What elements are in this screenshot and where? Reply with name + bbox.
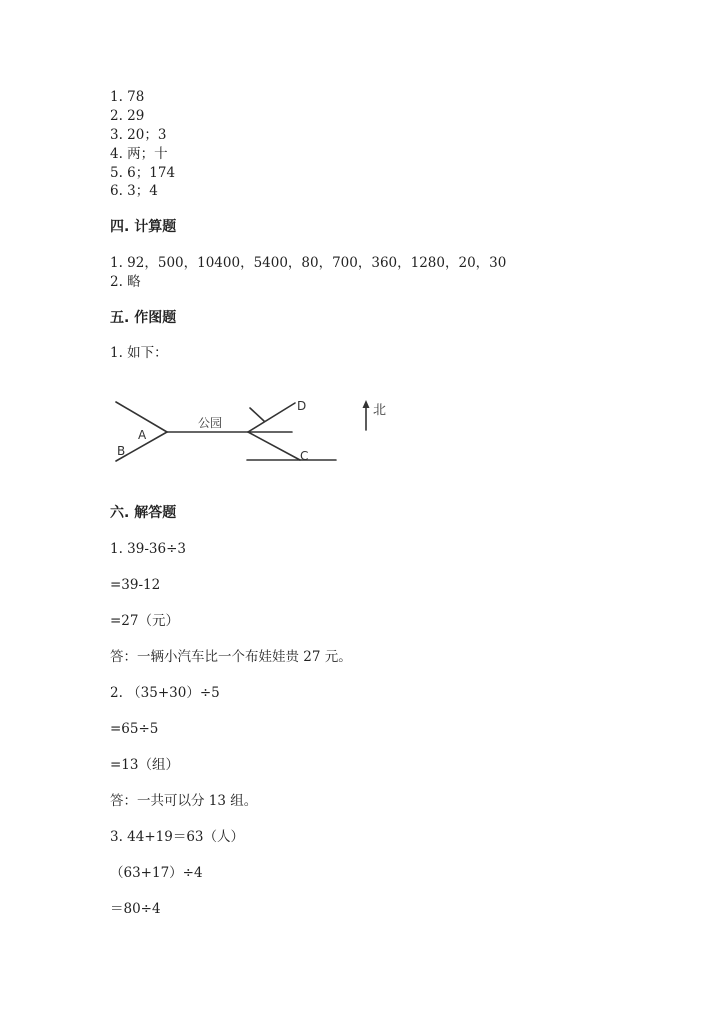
label-b: B: [117, 444, 126, 458]
section-heading: 五. 作图题: [110, 310, 177, 326]
answer-line: =27（元）: [110, 613, 179, 629]
section-heading: 四. 计算题: [110, 219, 177, 235]
answer-line: 1. 如下：: [110, 345, 168, 361]
answer-line: 1. 92，500，10400，5400，80，700，360，1280，20，30: [110, 255, 507, 271]
answer-line: 4. 两；十: [110, 146, 168, 162]
label-c: C: [300, 449, 309, 463]
answer-line: 3. 44+19＝63（人）: [110, 829, 245, 845]
path-line: [250, 408, 264, 421]
answer-line: 答：一辆小汽车比一个布娃娃贵 27 元。: [110, 649, 352, 665]
label-a: A: [138, 428, 147, 442]
label-north: 北: [373, 403, 387, 418]
answer-line: =39-12: [110, 577, 161, 593]
answer-line: （63+17）÷4: [110, 865, 203, 881]
answer-line: =13（组）: [110, 757, 179, 773]
answer-line: 2. （35+30）÷5: [110, 685, 220, 701]
section-heading: 六. 解答题: [110, 505, 177, 521]
answer-line: 1. 39-36÷3: [110, 541, 186, 557]
answer-line: 3. 20；3: [110, 127, 167, 143]
answer-line: 6. 3；4: [110, 183, 158, 199]
answer-line: 2. 略: [110, 274, 141, 290]
north-arrow-head: [363, 400, 370, 408]
answer-line: ＝80÷4: [110, 901, 161, 917]
path-line: [116, 432, 167, 461]
answer-line: 5. 6；174: [110, 165, 176, 181]
label-d: D: [297, 399, 307, 413]
path-line: [248, 403, 295, 432]
answer-line: 答：一共可以分 13 组。: [110, 793, 258, 809]
label-park: 公园: [198, 416, 223, 430]
path-line: [248, 432, 300, 460]
answer-line: 2. 29: [110, 108, 145, 124]
answer-line: =65÷5: [110, 721, 159, 737]
answer-line: 1. 78: [110, 89, 145, 105]
path-line: [116, 402, 167, 432]
